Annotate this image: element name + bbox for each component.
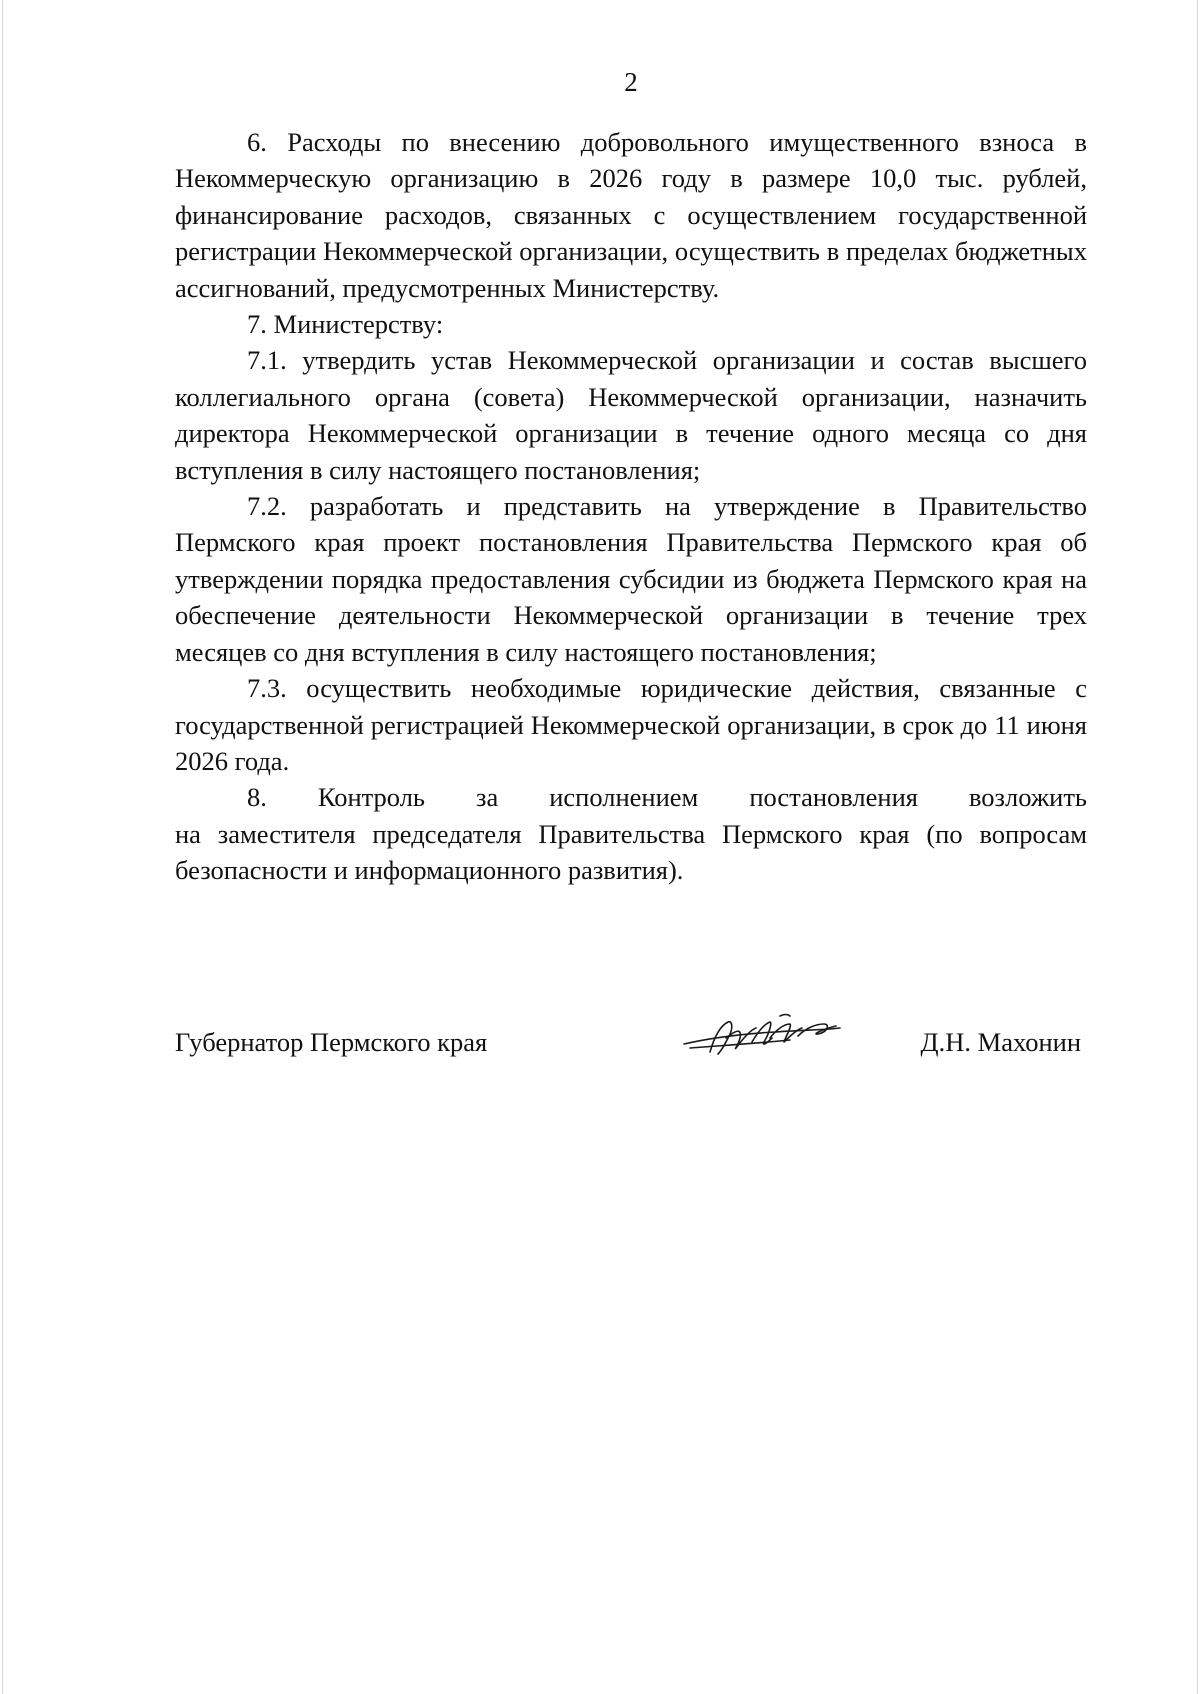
paragraph-8-continuation: на заместителя председателя Правительства Пермского края (по вопросам безопасности и информационного развития). (175, 818, 1087, 886)
signatory-name: Д.Н. Махонин (920, 1027, 1081, 1057)
paragraph-7: 7. Министерству: (247, 309, 444, 340)
document-body (175, 124, 1087, 889)
paragraph-8-first-line: 8. Контроль за исполнением постановления возложить (247, 782, 1087, 813)
scan-left-edge (2, 0, 3, 1694)
page-number: 2 (624, 67, 638, 97)
paragraph-7-1: 7.1. утвердить устав Некоммерческой организации и состав высшего коллегиального органа (совета) Некоммерческой организации, назначить директора Некоммерческой организации в течение одного месяца со дня вступления в силу настоящего постановления; (175, 345, 1087, 485)
handwritten-signature (680, 1008, 850, 1068)
signatory-position: Губернатор Пермского края (175, 1027, 488, 1057)
paragraph-7-2: 7.2. разработать и представить на утверждение в Правительство Пермского края проект постановления Правительства Пермского края об утверждении порядка предоставления субсидии из бюджета Пермского края на обеспечение деятельности Некоммерческой организации в течение трех месяцев со дня вступления в силу настоящего постановления; (175, 491, 1087, 667)
scan-right-edge (1197, 0, 1198, 1694)
paragraph-6: 6. Расходы по внесению добровольного имущественного взноса в Некоммерческую организацию в 2026 году в размере 10,0 тыс. рублей, финансирование расходов, связанных с осуществлением государственной регистрации Некоммерческой организации, осуществить в пределах бюджетных ассигнований, предусмотренных Министерству. (175, 127, 1087, 303)
signature-block (175, 1018, 1087, 1078)
paragraph-7-3: 7.3. осуществить необходимые юридические действия, связанные с государственной регистрацией Некоммерческой организации, в срок до 11 июня 2026 года. (175, 673, 1087, 776)
